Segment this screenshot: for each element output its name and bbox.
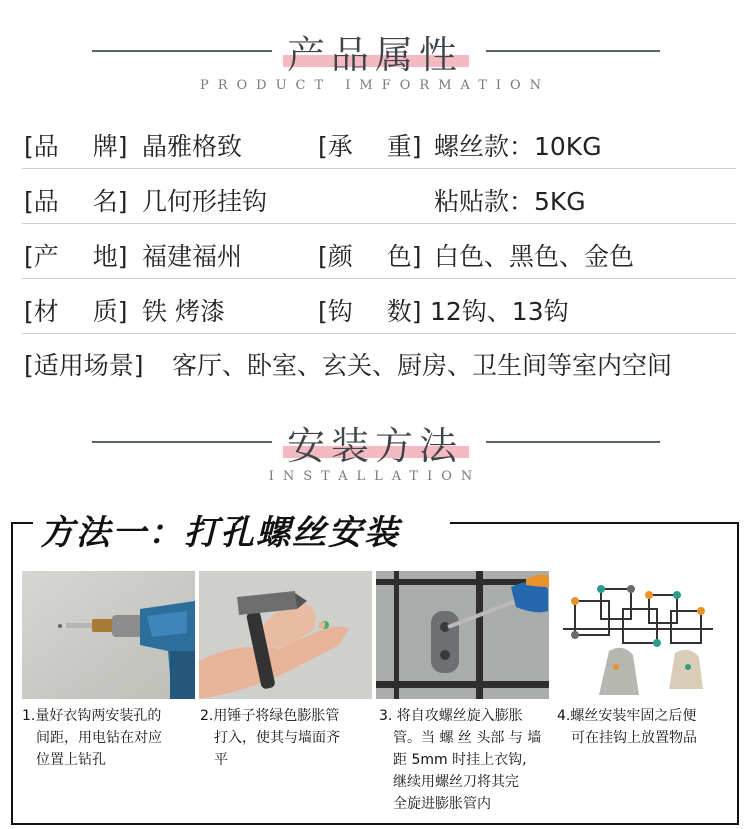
step-line: 间距，用电钻在对应 <box>36 730 162 746</box>
section-subtitle: PRODUCT IMFORMATION <box>199 78 551 93</box>
screwdriver-icon <box>376 571 549 699</box>
step-line: 1.量好衣钩两安装孔的 <box>22 708 162 724</box>
section-title: 安装方法 <box>286 424 463 468</box>
step-line: 打入，使其与墙面齐 <box>214 730 340 746</box>
step-line: 4.螺丝安装牢固之后便 <box>557 708 697 724</box>
drill-icon <box>22 571 195 699</box>
attr-row-name <box>22 170 736 224</box>
hammer-photo <box>199 571 372 699</box>
attr-label: [品 牌] <box>24 132 128 161</box>
attr-value: 福建福州 <box>142 242 243 271</box>
step-line: 2.用锤子将绿色膨胀管 <box>200 708 340 724</box>
step-line: 平 <box>214 752 228 768</box>
step-1-caption <box>22 705 198 771</box>
row-divider <box>22 168 736 169</box>
hammer-icon <box>199 571 372 699</box>
attr-row-brand <box>22 115 736 169</box>
attr-label: [颜 色] <box>318 242 422 271</box>
step-line: 距 5mm 时挂上衣钩, <box>393 752 527 768</box>
section-subtitle: INSTALLATION <box>268 469 482 484</box>
attr-row-origin <box>22 225 736 279</box>
row-divider <box>22 223 736 224</box>
attr-label: [产 地] <box>24 242 128 271</box>
attr-value: 铁 烤漆 <box>142 297 225 326</box>
rack-photo <box>553 571 726 699</box>
attr-value: 粘贴款：5KG <box>434 187 586 216</box>
attr-row-material <box>22 280 736 334</box>
step-line: 管。当 螺 丝 头部 与 墙 <box>393 730 542 746</box>
attr-label: [承 重] <box>318 132 422 161</box>
method-box-top-left <box>11 522 33 524</box>
step-line: 继续用螺丝刀将其完 <box>393 774 519 790</box>
step-3-caption <box>379 705 555 815</box>
screwdriver-photo <box>376 571 549 699</box>
step-line: 位置上钻孔 <box>36 752 106 768</box>
method-title: 方法一：打孔螺丝安装 <box>40 513 400 553</box>
attr-value: 客厅、卧室、玄关、厨房、卫生间等室内空间 <box>172 351 673 380</box>
step-line: 可在挂钩上放置物品 <box>571 730 697 746</box>
coat-rack-icon <box>553 571 726 699</box>
step-2-caption <box>200 705 376 771</box>
section-title: 产品属性 <box>286 33 463 77</box>
step-line: 3. 将自攻螺丝旋入膨胀 <box>379 708 523 724</box>
attr-value: 12钩、13钩 <box>430 297 569 326</box>
attr-value: 白色、黑色、金色 <box>434 242 635 271</box>
attr-value: 晶雅格致 <box>142 132 243 161</box>
attr-label: [材 质] <box>24 297 128 326</box>
step-4-caption <box>557 705 737 749</box>
step-line: 全旋进膨胀管内 <box>393 796 491 812</box>
attr-label: [品 名] <box>24 187 128 216</box>
row-divider <box>22 278 736 279</box>
attr-value: 几何形挂钩 <box>142 187 268 216</box>
attr-row-scenes <box>22 334 736 388</box>
drill-photo <box>22 571 195 699</box>
attr-value: 螺丝款：10KG <box>434 132 602 161</box>
attr-label: [适用场景] <box>24 351 144 380</box>
method-box-top-right <box>450 522 739 524</box>
attr-label: [钩 数] <box>318 297 422 326</box>
